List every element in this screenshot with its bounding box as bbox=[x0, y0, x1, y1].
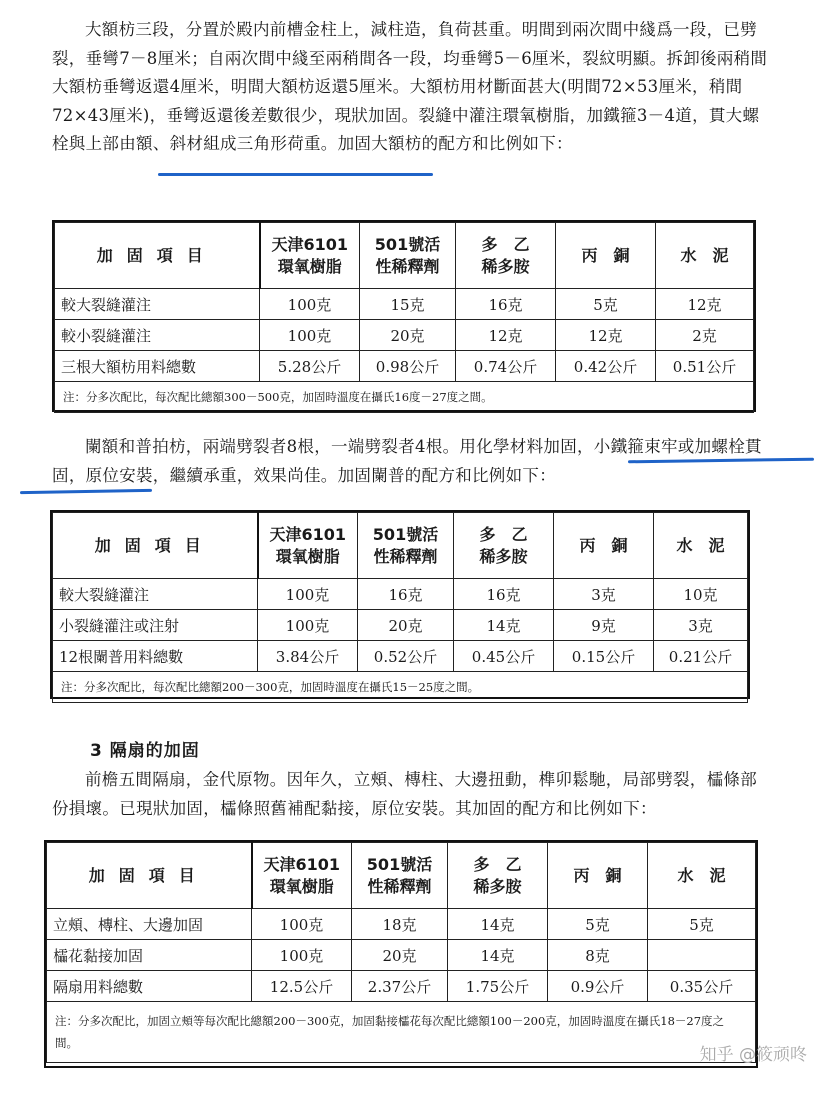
table-note: 注：分多次配比，加固立頰等每次配比總額200－300克，加固黏接櫺花每次配比總額100－200克，加固時溫度在攝氏18－27度之間。 bbox=[47, 1002, 756, 1063]
header-diluent: 501號活 性稀釋劑 bbox=[352, 843, 448, 909]
table-partition-formula bbox=[44, 840, 758, 1068]
table-row: 立頰、槫柱、大邊加固 100克 18克 14克 5克 5克 bbox=[47, 909, 756, 940]
header-polyamine: 多 乙 稀多胺 bbox=[454, 513, 554, 579]
header-diluent: 501號活 性稀釋劑 bbox=[358, 513, 454, 579]
header-item: 加固項目 bbox=[55, 223, 260, 289]
header-epoxy: 天津6101 環氧樹脂 bbox=[252, 843, 352, 909]
header-diluent: 501號活 性稀釋劑 bbox=[360, 223, 456, 289]
table-row: 櫺花黏接加固 100克 20克 14克 8克 bbox=[47, 940, 756, 971]
header-polyamine: 多 乙 稀多胺 bbox=[456, 223, 556, 289]
table-note: 注：分多次配比，每次配比總額200－300克，加固時溫度在攝氏15－25度之間。 bbox=[53, 672, 748, 703]
table-row: 三根大額枋用料總數 5.28公斤 0.98公斤 0.74公斤 0.42公斤 0.51公斤 bbox=[55, 351, 754, 382]
paragraph-partitions: 前檐五間隔扇，金代原物。因年久，立頰、槫柱、大邊扭動，榫卯鬆馳，局部劈裂，櫺條部份損壞。已現狀加固，櫺條照舊補配黏接，原位安裝。其加固的配方和比例如下： bbox=[52, 770, 757, 818]
section-heading: 3 隔扇的加固 bbox=[90, 741, 200, 761]
header-acetone: 丙 銅 bbox=[554, 513, 654, 579]
underline-mark bbox=[20, 489, 152, 494]
watermark-text: 知乎 @筱顽咚 bbox=[699, 1045, 807, 1065]
highlighted-text: 小鐵箍束牢或加螺栓貫固 bbox=[52, 437, 762, 485]
table-lintel-formula bbox=[50, 510, 750, 699]
table-row: 較大裂縫灌注 100克 16克 16克 3克 10克 bbox=[53, 579, 748, 610]
header-cement: 水 泥 bbox=[654, 513, 748, 579]
table-note: 注：分多次配比，每次配比總額300－500克，加固時溫度在攝氏16度－27度之間。 bbox=[55, 382, 754, 413]
paragraph-lintels: 闌額和普拍枋，兩端劈裂者8根，一端劈裂者4根。用化學材料加固，小鐵箍束牢或加螺栓貫固，原位安裝，繼續承重，效果尚佳。加固闌普的配方和比例如下： bbox=[52, 437, 762, 485]
table-row: 小裂縫灌注或注射 100克 20克 14克 9克 3克 bbox=[53, 610, 748, 641]
paragraph-large-beams: 大額枋三段，分置於殿内前槽金柱上，減柱造，負荷甚重。明間到兩次間中綫爲一段，已劈裂，垂彎7－8厘米；自兩次間中綫至兩稍間各一段，均垂彎5－6厘米，裂紋明顯。拆卸後兩稍間大額枋垂彎返還4厘米，明間大額枋返還5厘米。大額枋用材斷面甚大(明間72×53厘米，稍間72×43厘米)，垂彎返還後差數很少，現狀加固。裂縫中灌注環氧樹脂，加鐵箍3－4道，貫大螺栓與上部由額、斜材組成三角形荷重。加固大額枋的配方和比例如下： bbox=[52, 20, 768, 154]
table-row: 較大裂縫灌注 100克 15克 16克 5克 12克 bbox=[55, 289, 754, 320]
header-polyamine: 多 乙 稀多胺 bbox=[448, 843, 548, 909]
table-row: 隔扇用料總數 12.5公斤 2.37公斤 1.75公斤 0.9公斤 0.35公斤 bbox=[47, 971, 756, 1002]
underline-mark bbox=[158, 173, 433, 176]
header-acetone: 丙 銅 bbox=[548, 843, 648, 909]
header-epoxy: 天津6101 環氧樹脂 bbox=[260, 223, 360, 289]
header-item: 加固項目 bbox=[47, 843, 252, 909]
header-cement: 水 泥 bbox=[656, 223, 754, 289]
header-item: 加固項目 bbox=[53, 513, 258, 579]
table-row: 12根闌普用料總數 3.84公斤 0.52公斤 0.45公斤 0.15公斤 0.21公斤 bbox=[53, 641, 748, 672]
header-epoxy: 天津6101 環氧樹脂 bbox=[258, 513, 358, 579]
table-beam-formula bbox=[52, 220, 756, 412]
table-row: 較小裂縫灌注 100克 20克 12克 12克 2克 bbox=[55, 320, 754, 351]
header-acetone: 丙 銅 bbox=[556, 223, 656, 289]
header-cement: 水 泥 bbox=[648, 843, 756, 909]
highlighted-text: 加鐵箍3－4道，貫大螺栓與上部 bbox=[52, 105, 760, 154]
